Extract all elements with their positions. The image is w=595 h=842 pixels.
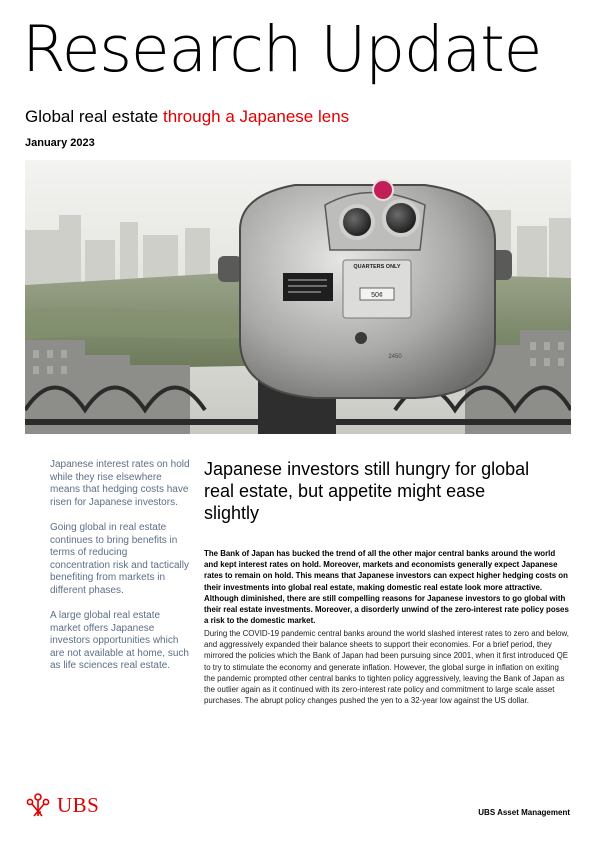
hero-image-binoculars bbox=[25, 160, 571, 434]
three-keys-icon bbox=[25, 792, 51, 818]
key-point: A large global real estate market offers Japanese investors opportunities which are not available at home, such as life sciences real estate. bbox=[50, 610, 189, 671]
key-point: Going global in real estate continues to bring benefits in terms of reducing concentration risk and tactically benefiting from markets in different phases. bbox=[50, 522, 189, 596]
footer-division: UBS Asset Management bbox=[478, 808, 570, 817]
article-headline: Japanese investors still hungry for global real estate, but appetite might ease slightly bbox=[204, 459, 530, 523]
page-title: Research Update bbox=[22, 13, 542, 86]
subtitle bbox=[25, 107, 349, 127]
article-lead-paragraph: The Bank of Japan has bucked the trend of all the other major central banks around the world and kept interest rates on hold. Moreover, markets and economists generally expect Japanese rates to remain on hold. This means that Japanese investors can expect higher hedging costs on their investments into global real estate, making domestic real estate look more attractive. Although diminished, there are still compelling reasons for Japanese investors to go global with their real estate investments. Moreover, a disorderly unwind of the zero-interest rate policy poses a risk to the domestic market. bbox=[204, 549, 569, 626]
ubs-logo bbox=[25, 792, 99, 818]
plate-number: 2450 bbox=[388, 354, 402, 360]
key-point: Japanese interest rates on hold while they rise elsewhere means that hedging costs have risen for Japanese investors. bbox=[50, 459, 190, 508]
article-body-paragraph: During the COVID-19 pandemic central banks around the world slashed interest rates to zero and below, and aggressively expanded their balance sheets to support their economies. For a brief period, they mirrored the policies which the Bank of Japan had been pursuing since 2001, when it first introduced QE to try to stimulate the economy and generate inflation. However, the global surge in inflation on exiting the pandemic prompted other central banks to tighten policy aggressively, leaving the Bank of Japan as the outlier again as it continued with its zero-interest rate policy and commitment to large scale asset purchases. The abrupt policy changes pushed the yen to a 32-year low against the US dollar. bbox=[204, 629, 569, 706]
key-points-sidebar bbox=[50, 459, 190, 686]
logo-wordmark: UBS bbox=[57, 792, 100, 817]
subtitle-plain: Global real estate bbox=[25, 107, 163, 126]
price-text: 50¢ bbox=[371, 292, 383, 299]
publication-date: January 2023 bbox=[25, 137, 95, 149]
subtitle-accent: through a Japanese lens bbox=[162, 107, 350, 126]
coin-label-text: QUARTERS ONLY bbox=[353, 264, 401, 270]
